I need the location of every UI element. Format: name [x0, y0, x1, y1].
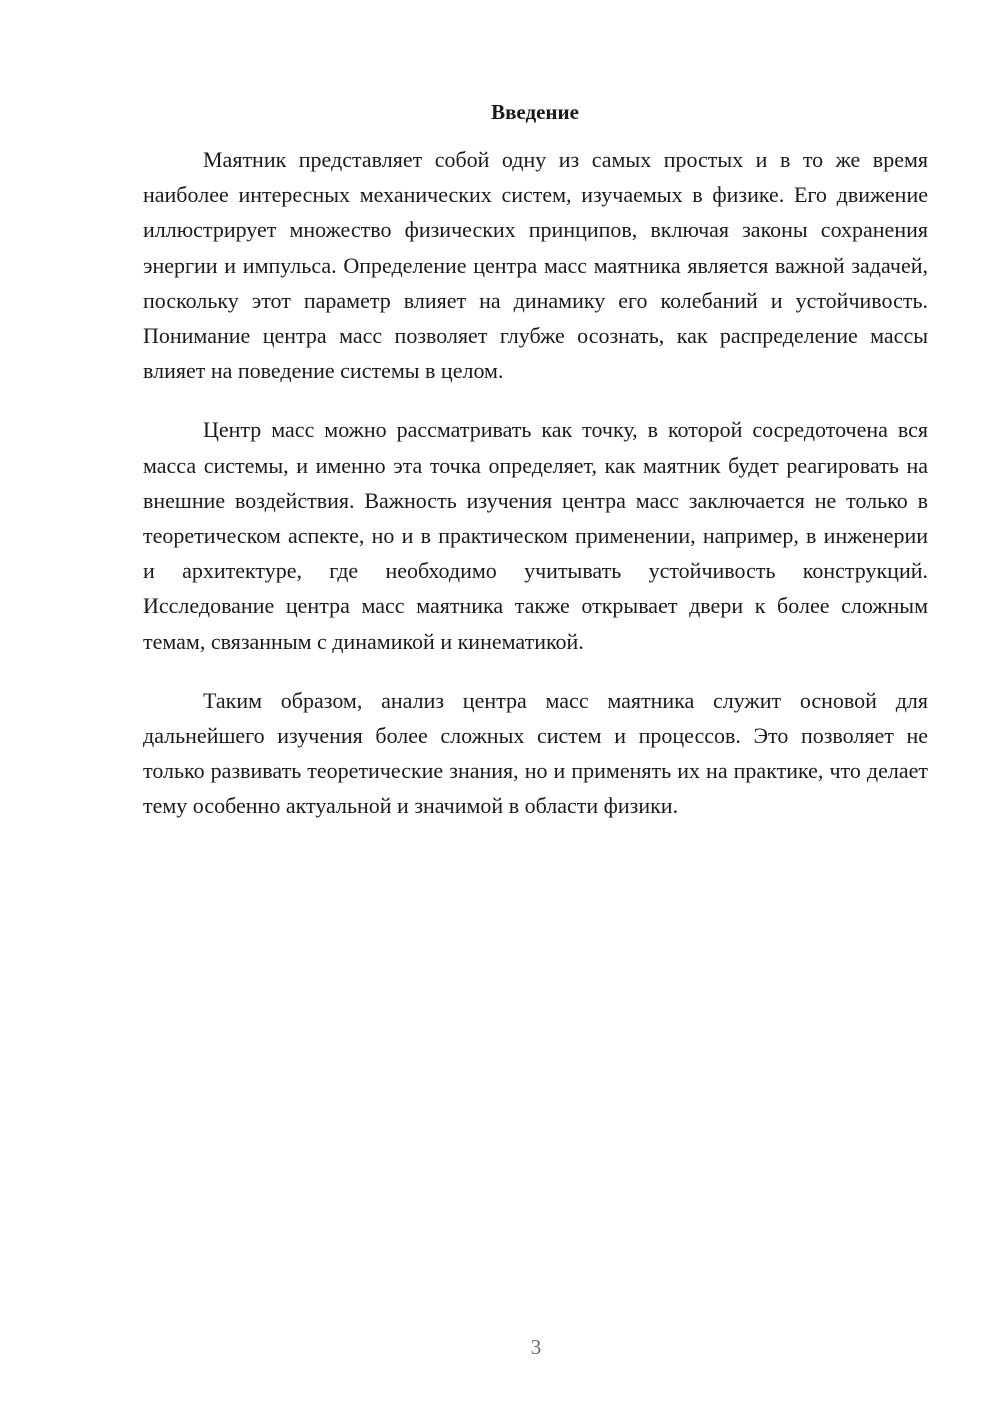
paragraph-2: Центр масс можно рассматривать как точку, в которой сосредоточена вся масса системы, и именно эта точка определяет, как маятник будет реагировать на внешние воздействия. Важность изучения центра масс заключается не только в теоретическом аспекте, но и в практическом применении, например, в инженерии и архитектуре, где необходимо учитывать устойчивость конструкций. Исследование центра масс маятника также открывает двери к более сложным темам, связанным с динамикой и кинематикой.	[143, 417, 928, 654]
paragraph-3: Таким образом, анализ центра масс маятника служит основой для дальнейшего изучения более сложных систем и процессов. Это позволяет не только развивать теоретические знания, но и применять их на практике, что делает тему особенно актуальной и значимой в области физики.	[143, 687, 928, 819]
body-text	[143, 142, 928, 848]
page-number	[0, 1334, 1000, 1360]
paragraph-1: Маятник представляет собой одну из самых простых и в то же время наиболее интересных механических систем, изучаемых в физике. Его движение иллюстрирует множество физических принципов, включая законы сохранения энергии и импульса. Определение центра масс маятника является важной задачей, поскольку этот параметр влияет на динамику его колебаний и устойчивость. Понимание центра масс позволяет глубже осознать, как распределение массы влияет на поведение системы в целом.	[143, 147, 928, 384]
section-heading-text: Введение	[491, 100, 579, 124]
page-number-text: 3	[530, 1335, 542, 1359]
section-heading	[0, 98, 1000, 126]
